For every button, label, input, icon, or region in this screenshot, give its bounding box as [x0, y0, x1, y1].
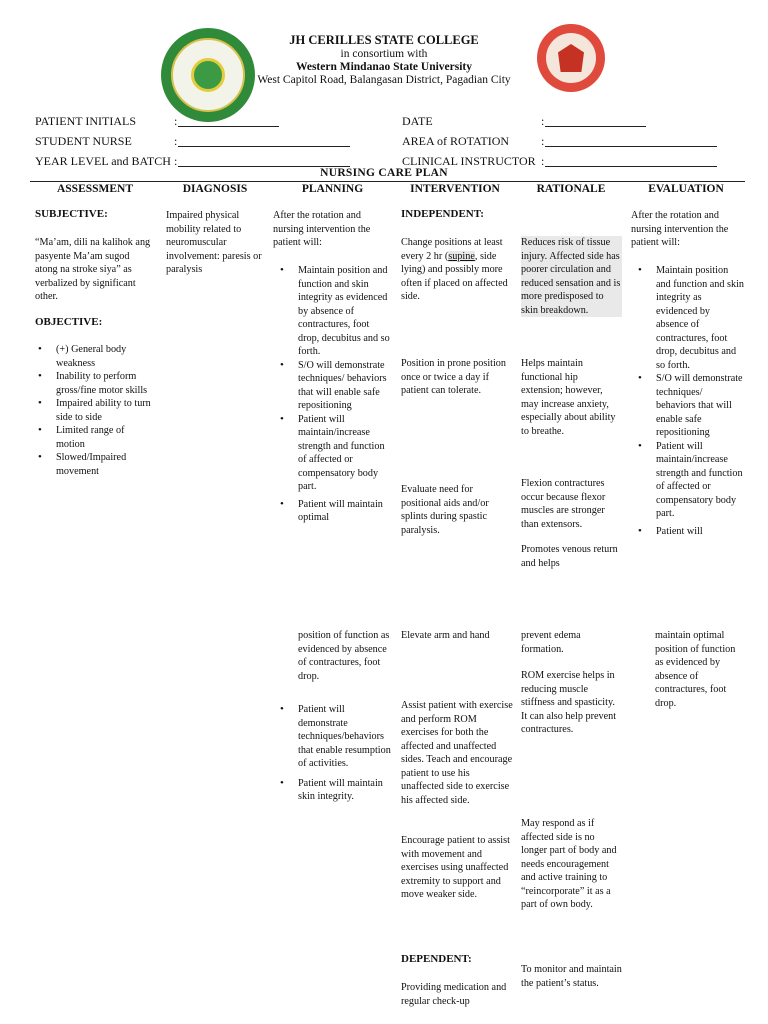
col-diagnosis: DIAGNOSIS: [182, 183, 248, 195]
area-field[interactable]: [545, 146, 717, 147]
year-level-label: YEAR LEVEL and BATCH: [35, 154, 171, 168]
rationale-7: To monitor and maintain the patient’s status.: [521, 964, 622, 989]
planning-intro: After the rotation and nursing intervention the patient will:: [273, 210, 371, 248]
rationale-4-continued: prevent edema formation.: [521, 630, 581, 655]
list-item: • Patient will maintain optimal: [276, 498, 391, 525]
intervention-3: Evaluate need for positional aids and/or splints during spastic paralysis.: [401, 484, 489, 536]
dependent-1: Providing medication and regular check-up: [401, 982, 507, 1007]
rationale-3: Flexion contractures occur because flexor muscles are stronger than extensors.: [521, 478, 606, 530]
colon: :: [541, 114, 545, 128]
rationale-2: Helps maintain functional hip extension; however, may increase anxiety, especially about ability to breathe.: [521, 358, 616, 437]
page-title: NURSING CARE PLAN: [320, 167, 448, 179]
planning-continued: position of function as evidenced by absence of contractures, foot drop.: [298, 630, 390, 682]
list-item: • Patient will maintain skin integrity.: [276, 777, 391, 804]
consortium-text: in consortium with: [340, 48, 428, 60]
list-item: • Impaired ability to turn side to side: [34, 397, 152, 424]
evaluation-intro: After the rotation and nursing intervention the patient will:: [631, 210, 729, 248]
list-item: • S/O will demonstrate techniques/ behaviors that will enable safe repositioning: [634, 372, 744, 440]
rationale-4: Promotes venous return and helps: [521, 544, 618, 569]
diagnosis-text: Impaired physical mobility related to neuromuscular involvement: paresis or paralysis: [166, 210, 262, 275]
patient-initials-field[interactable]: [178, 126, 279, 127]
list-item: • Maintain position and function and skin integrity as evidenced by absence of contractures, foot drop, decubitus and so forth.: [276, 264, 391, 359]
colon: :: [174, 154, 178, 168]
col-intervention: INTERVENTION: [410, 183, 500, 195]
list-item: • Maintain position and function and skin integrity as evidenced by absence of contractures, foot drop, decubitus and so forth.: [634, 264, 744, 372]
dependent-label: DEPENDENT:: [401, 953, 472, 965]
evaluation-continued: maintain optimal position of function as evidenced by absence of contractures, foot drop.: [655, 630, 736, 709]
clinical-instructor-label: CLINICAL INSTRUCTOR: [402, 154, 536, 168]
intervention-1: [401, 236, 513, 304]
patient-initials-label: PATIENT INITIALS: [35, 114, 136, 128]
colon: :: [541, 134, 545, 148]
subjective-text: “Ma’am, dili na kalihok ang pasyente Ma’am sugod atong na stroke siya” as verbalized by significant other.: [35, 237, 151, 302]
list-item: • Patient will: [634, 525, 744, 539]
colon: :: [541, 154, 545, 168]
rationale-5: ROM exercise helps in reducing muscle stiffness and spasticity. It can also help prevent contractures.: [521, 670, 617, 735]
intervention-2: Position in prone position once or twice a day if patient can tolerate.: [401, 358, 506, 396]
list-item: • Patient will maintain/increase strength and function of affected or compensatory body part.: [276, 413, 391, 494]
list-item: • (+) General body weakness: [34, 343, 152, 370]
list-item: • Patient will demonstrate techniques/behaviors that enable resumption of activities.: [276, 703, 391, 771]
planning-list-continued: [276, 703, 391, 804]
intervention-1-supine: supine: [448, 250, 475, 262]
evaluation-list: [634, 264, 744, 538]
objective-label: OBJECTIVE:: [35, 316, 103, 328]
list-item: • Limited range of motion: [34, 424, 152, 451]
subjective-label: SUBJECTIVE:: [35, 208, 108, 220]
address: West Capitol Road, Balangasan District, Pagadian City: [257, 74, 511, 86]
col-evaluation: EVALUATION: [648, 183, 724, 195]
col-rationale: RATIONALE: [536, 183, 606, 195]
list-item: • S/O will demonstrate techniques/ behaviors that will enable safe repositioning: [276, 359, 391, 413]
intervention-6: Encourage patient to assist with movement and exercises using unaffected extremity to support and move weaker side.: [401, 835, 510, 900]
list-item: • Patient will maintain/increase strength and function of affected or compensatory body part.: [634, 440, 744, 521]
list-item: • Slowed/Impaired movement: [34, 451, 152, 478]
objective-list: [34, 343, 152, 478]
area-label: AREA of ROTATION: [402, 134, 510, 148]
date-label: DATE: [402, 114, 433, 128]
college-name: JH CERILLES STATE COLLEGE: [289, 33, 479, 47]
date-field[interactable]: [545, 126, 646, 127]
col-assessment: ASSESSMENT: [56, 183, 134, 195]
rationale-6: May respond as if affected side is no longer part of body and needs encouragement and active training to “reincorporate” it as a part of own body.: [521, 818, 617, 910]
intervention-1-part: Change positions at least every 2 hr (: [401, 237, 503, 262]
independent-label: INDEPENDENT:: [401, 208, 484, 220]
colon: :: [174, 134, 178, 148]
col-planning: PLANNING: [301, 183, 364, 195]
intervention-1-part: , side lying) and possibly more often if placed on affected side.: [401, 250, 508, 302]
student-nurse-label: STUDENT NURSE: [35, 134, 132, 148]
colon: :: [174, 114, 178, 128]
intervention-5: Assist patient with exercise and perform ROM exercises for both the affected and unaffected sides. Teach and encourage patient to use his unaffected side to exercise his affected side.: [401, 700, 513, 806]
planning-list: [276, 264, 391, 525]
list-item: • Inability to perform gross/fine motor skills: [34, 370, 152, 397]
student-nurse-field[interactable]: [178, 146, 350, 147]
rationale-1: Reduces risk of tissue injury. Affected side has poorer circulation and reduced sensation and is more predisposed to skin breakdown.: [521, 237, 621, 316]
intervention-4: Elevate arm and hand: [401, 630, 490, 641]
university-name: Western Mindanao State University: [295, 61, 472, 73]
